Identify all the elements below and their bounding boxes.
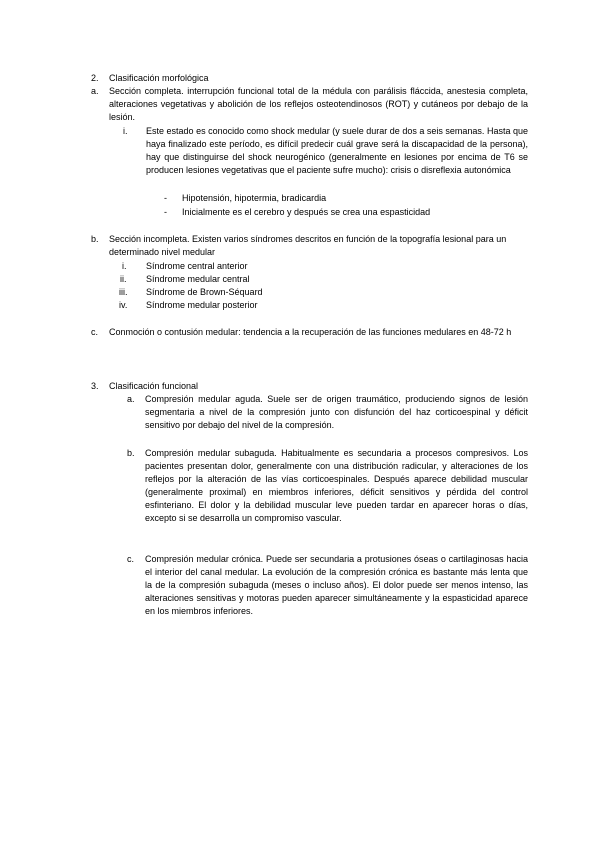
section-3-title: Clasificación funcional: [109, 381, 199, 391]
section-2-marker: 2.: [91, 73, 99, 83]
item-2c-marker: c.: [91, 327, 99, 337]
item-2a-i-marker: i.: [123, 126, 128, 136]
bullet-1-marker: -: [164, 193, 167, 203]
item-2b-iv-marker: iv.: [119, 300, 128, 310]
section-3-marker: 3.: [91, 381, 99, 391]
item-2b-i-marker: i.: [122, 261, 127, 271]
item-3b-text: Compresión medular subaguda. Habitualmente es secundaria a procesos compresivos. Los pacientes presentan dolor, generalmente con una distribución radicular, y alteraciones de los reflejos por la alteración de las vías corticoespinales. Después aparece debilidad muscular (generalmente proximal) en miembros inferiores, déficit sensitivos y pérdida del control esfinteriano. El dolor y la debilidad muscular leve pueden tardar en aparecer horas o días, excepto si se desarrolla un compromiso vascular.: [145, 448, 528, 523]
bullet-1-text: Hipotensión, hipotermia, bradicardia: [182, 193, 327, 203]
item-2b-text: Sección incompleta. Existen varios síndromes descritos en función de la topografía lesional para un determinado nivel medular: [109, 234, 507, 257]
item-2c-text: Conmoción o contusión medular: tendencia a la recuperación de las funciones medulares en 48-72 h: [109, 327, 512, 337]
bullet-2-text: Inicialmente es el cerebro y después se crea una espasticidad: [182, 207, 431, 217]
item-2b-iv-text: Síndrome medular posterior: [146, 300, 258, 310]
item-3a-marker: a.: [127, 394, 135, 404]
item-3a-text: Compresión medular aguda. Suele ser de origen traumático, produciendo signos de lesión segmentaria a nivel de la compresión junto con disfunción del haz corticoespinal y déficit sensitivo por debajo del nivel de la compresión.: [145, 394, 528, 430]
item-2b-i-text: Síndrome central anterior: [146, 261, 248, 271]
item-2b-iii-text: Síndrome de Brown-Séquard: [146, 287, 263, 297]
item-2b-marker: b.: [91, 234, 99, 244]
item-3c-marker: c.: [127, 554, 135, 564]
section-2-title: Clasificación morfológica: [109, 73, 209, 83]
item-2b-ii-marker: ii.: [120, 274, 127, 284]
item-3b-marker: b.: [127, 448, 135, 458]
item-2b-iii-marker: iii.: [119, 287, 128, 297]
item-2a-marker: a.: [91, 86, 99, 96]
item-2a-i-text: Este estado es conocido como shock medular (y suele durar de dos a seis semanas. Hasta que haya finalizado este período, es difícil predecir cuál grave será la discapacidad de la persona), hay que distinguirse del shock neurogénico (generalmente en lesiones por encima de T6 se producen lesiones vegetativas que el paciente sufre mucho): crisis o disreflexia autonómica: [146, 126, 528, 175]
item-2b-ii-text: Síndrome medular central: [146, 274, 250, 284]
item-3c-text: Compresión medular crónica. Puede ser secundaria a protusiones óseas o cartilaginosas hacia el interior del canal medular. La evolución de la compresión crónica es bastante más lenta que la de la compresión subaguda (meses o incluso años). El dolor puede ser menos intenso, las alteraciones sensitivas y motoras pueden aparecer simultáneamente y la espasticidad aparece en los miembros inferiores.: [145, 554, 528, 616]
item-2a-text: Sección completa. interrupción funcional total de la médula con parálisis fláccida, anestesia completa, alteraciones vegetativas y abolición de los reflejos osteotendinosos (ROT) y cutáneos por debajo de la lesión.: [109, 86, 528, 122]
bullet-2-marker: -: [164, 207, 167, 217]
